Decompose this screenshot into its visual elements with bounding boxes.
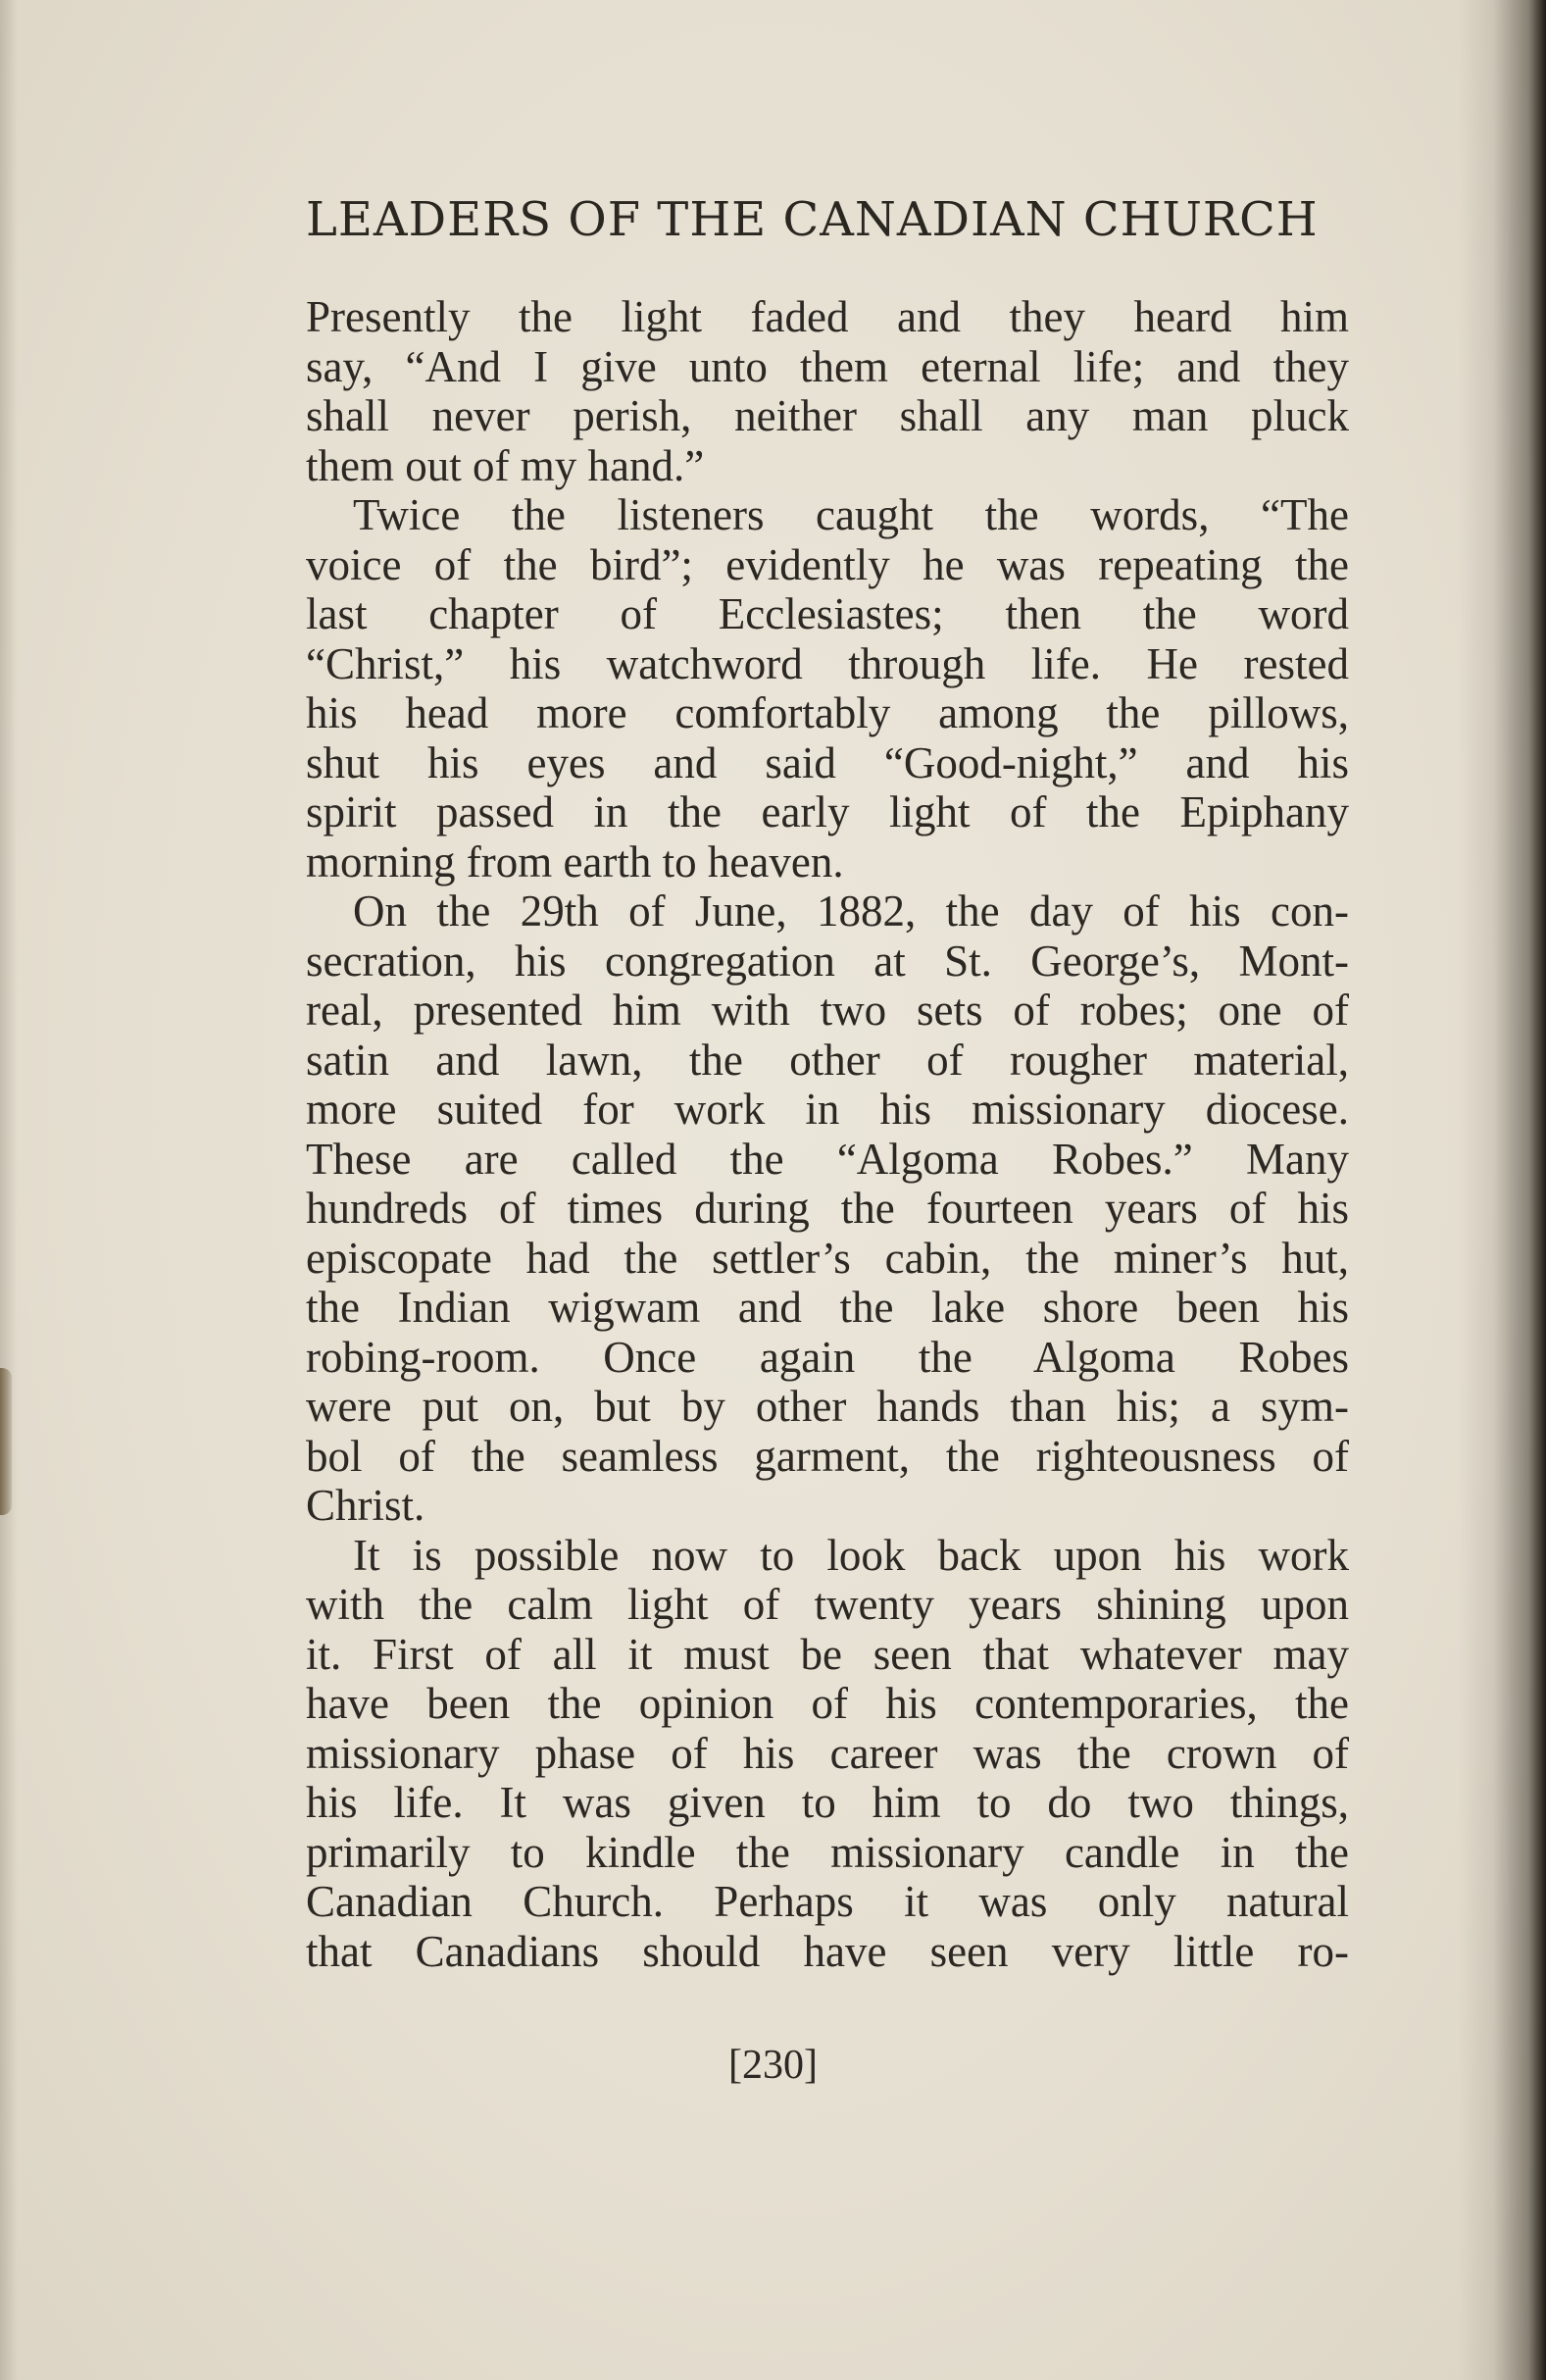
text-line: real, presented him with two sets of robes; one of (306, 986, 1349, 1035)
binding-mark (0, 1368, 12, 1515)
text-line: On the 29th of June, 1882, the day of his con- (353, 886, 1349, 936)
running-header: LEADERS OF THE CANADIAN CHURCH (306, 192, 1319, 247)
text-line: it. First of all it must be seen that whatever may (306, 1629, 1349, 1679)
text-line: with the calm light of twenty years shining upon (306, 1580, 1349, 1629)
text-line: These are called the “Algoma Robes.” Many (306, 1134, 1349, 1184)
text-line: It is possible now to look back upon his work (353, 1530, 1349, 1580)
text-line: that Canadians should have seen very little ro- (306, 1926, 1349, 1976)
text-line: were put on, but by other hands than his; a sym- (306, 1382, 1349, 1431)
text-line: Canadian Church. Perhaps it was only natural (306, 1877, 1349, 1926)
text-line: spirit passed in the early light of the Epiphany (306, 787, 1349, 836)
paragraph-1 (306, 292, 1349, 490)
paragraph-4 (306, 1531, 1349, 1977)
text-line: his head more comfortably among the pillows, (306, 688, 1349, 737)
text-line: primarily to kindle the missionary candle in the (306, 1827, 1349, 1877)
paragraph-2 (306, 490, 1349, 886)
text-line: Twice the listeners caught the words, “The (353, 490, 1349, 539)
page-left-edge (0, 0, 18, 2380)
text-line: Christ. (306, 1481, 425, 1530)
text-line: shut his eyes and said “Good-night,” and his (306, 737, 1349, 787)
spine-shadow (1458, 0, 1546, 2380)
body-text (306, 292, 1349, 1976)
text-line: morning from earth to heaven. (306, 836, 844, 886)
paragraph-3 (306, 886, 1349, 1531)
text-line: voice of the bird”; evidently he was repeating the (306, 539, 1349, 589)
text-line: say, “And I give unto them eternal life; and they (306, 341, 1349, 391)
text-line: more suited for work in his missionary diocese. (306, 1085, 1349, 1134)
text-line: hundreds of times during the fourteen years of his (306, 1184, 1349, 1233)
text-line: his life. It was given to him to do two things, (306, 1778, 1349, 1827)
text-line: episcopate had the settler’s cabin, the miner’s hut, (306, 1233, 1349, 1283)
text-line: last chapter of Ecclesiastes; then the word (306, 589, 1349, 638)
text-line: them out of my hand.” (306, 440, 705, 490)
text-line: missionary phase of his career was the crown of (306, 1728, 1349, 1778)
text-line: “Christ,” his watchword through life. He rested (306, 638, 1349, 688)
text-line: Presently the light faded and they heard him (306, 292, 1349, 341)
page-number: [230] (728, 2043, 818, 2088)
text-line: satin and lawn, the other of rougher material, (306, 1035, 1349, 1085)
text-line: have been the opinion of his contemporaries, the (306, 1679, 1349, 1728)
text-line: shall never perish, neither shall any man pluck (306, 391, 1349, 440)
text-line: the Indian wigwam and the lake shore been his (306, 1283, 1349, 1332)
text-line: secration, his congregation at St. George’s, Mont- (306, 936, 1349, 986)
text-line: robing-room. Once again the Algoma Robes (306, 1332, 1349, 1382)
text-line: bol of the seamless garment, the righteousness of (306, 1431, 1349, 1481)
